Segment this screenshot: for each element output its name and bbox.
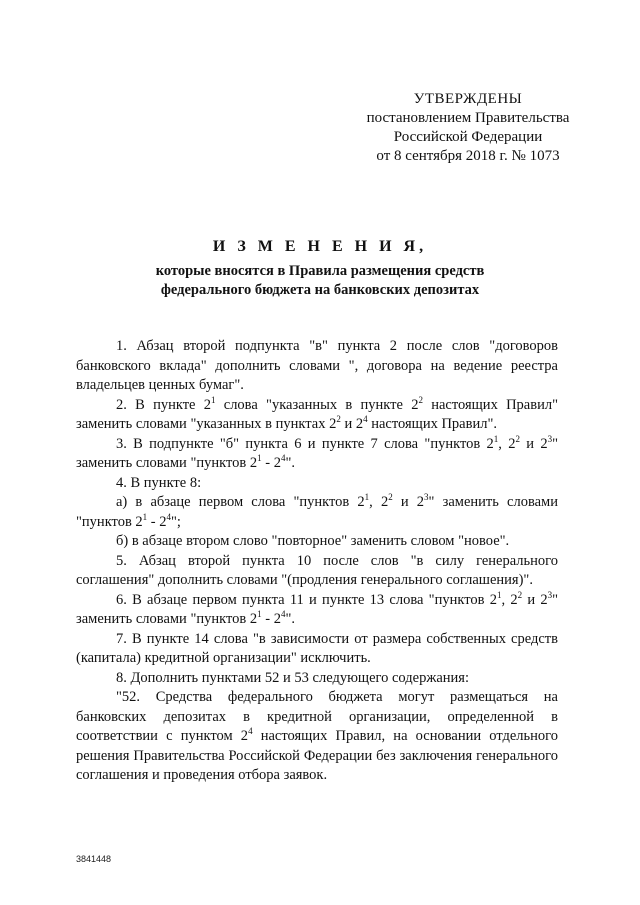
superscript: 2 — [388, 492, 393, 503]
paragraph-6-text: - 2 — [261, 611, 281, 627]
document-title: И З М Е Н Е Н И Я, — [212, 238, 428, 255]
paragraph-3-text: - 2 — [261, 455, 281, 471]
paragraph-3-text: , 2 — [498, 435, 516, 452]
paragraph-3-text: 3. В подпункте "б" пункта 6 и пункте 7 слова "пунктов 2 — [116, 435, 494, 452]
paragraph-2 — [76, 396, 558, 435]
superscript: 4 — [166, 511, 172, 522]
paragraph-4a-text: " заменить словами "пунктов 2 — [76, 494, 558, 530]
superscript: 1 — [493, 433, 499, 444]
paragraph-1: 1. Абзац второй подпункта "в" пункта 2 после слов "договоров банковского вклада" дополнить словами ", договора на ведение реестра владельцев ценных бумаг". — [76, 338, 558, 393]
approval-heading: УТВЕРЖДЕНЫ — [413, 91, 523, 107]
paragraph-4: 4. В пункте 8: — [116, 474, 202, 491]
paragraph-4a-text: - 2 — [147, 513, 167, 530]
paragraph-2-text: 2. В пункте 2 — [116, 396, 211, 413]
superscript: 1 — [211, 394, 216, 405]
paragraph-4a — [76, 493, 558, 532]
paragraph-4b: б) в абзаце втором слово "повторное" заменить словом "новое". — [116, 533, 510, 549]
paragraph-8: 8. Дополнить пунктами 52 и 53 следующего содержания: — [116, 669, 469, 686]
paragraph-4a-text: "; — [171, 513, 181, 530]
paragraph-6 — [76, 591, 558, 630]
superscript: 4 — [280, 453, 286, 464]
paragraph-6-text: " заменить словами "пунктов 2 — [76, 591, 558, 627]
subtitle-line-1: которые вносятся в Правила размещения средств — [155, 263, 485, 279]
paragraph-3 — [76, 435, 558, 474]
superscript: 1 — [364, 492, 370, 503]
superscript: 2 — [515, 433, 520, 444]
superscript: 4 — [280, 609, 286, 620]
superscript: 3 — [547, 589, 553, 600]
paragraph-3-text: и 2 — [519, 435, 548, 452]
paragraph-6-text: 6. В абзаце первом пункта 11 и пункте 13 слова "пунктов 2 — [116, 591, 497, 608]
superscript: 1 — [257, 453, 262, 464]
document-code: 3841448 — [76, 854, 112, 864]
document-subtitle — [0, 262, 640, 300]
superscript: 1 — [496, 589, 502, 600]
paragraph-4a-text: , 2 — [369, 494, 389, 510]
superscript: 2 — [517, 589, 523, 600]
paragraph-2-text: слова "указанных в пункте 2 — [215, 396, 419, 413]
subtitle-line-2: федерального бюджета на банковских депозитах — [160, 282, 480, 298]
approval-line-3: от 8 сентября 2018 г. № 1073 — [376, 148, 560, 164]
paragraph-2-text: и 2 — [340, 416, 364, 432]
superscript: 3 — [547, 433, 553, 444]
paragraph-3-text: ". — [285, 455, 295, 471]
paragraph-5: 5. Абзац второй пункта 10 после слов "в силу генерального соглашения" дополнить словами "(продления генерального соглашения)". — [76, 552, 558, 588]
paragraph-4a-text: а) в абзаце первом слова "пунктов 2 — [116, 494, 365, 510]
paragraph-6-text: ". — [285, 611, 295, 627]
paragraph-9 — [76, 688, 558, 786]
paragraph-3-text: " заменить словами "пунктов 2 — [76, 435, 558, 471]
paragraph-9-text: настоящих Правил, на основании отдельного решения Правительства Российской Федерации без заключения генерального соглашения и проведения отбора заявок. — [76, 728, 558, 783]
superscript: 1 — [142, 511, 148, 522]
document-body — [76, 337, 558, 786]
approval-line-2: Российской Федерации — [393, 129, 543, 145]
paragraph-7: 7. В пункте 14 слова "в зависимости от размера собственных средств (капитала) кредитной организации" исключить. — [76, 630, 558, 666]
paragraph-2-text: настоящих Правил". — [367, 416, 497, 432]
superscript: 4 — [248, 726, 253, 737]
approval-block — [318, 90, 618, 166]
paragraph-9-text: "52. Средства федерального бюджета могут размещаться на банковских депозитах в кредитной организации, определенной в соответствии с пунктом 2 — [76, 689, 558, 744]
paragraph-6-text: , 2 — [501, 591, 518, 608]
paragraph-2-text: настоящих Правил" заменить словами "указанных в пунктах 2 — [76, 396, 558, 432]
approval-line-1: постановлением Правительства — [366, 110, 570, 126]
superscript: 3 — [424, 492, 429, 503]
superscript: 2 — [418, 394, 423, 405]
paragraph-4a-text: и 2 — [392, 494, 425, 510]
superscript: 4 — [363, 414, 368, 425]
superscript: 2 — [336, 414, 341, 425]
superscript: 1 — [257, 609, 262, 620]
paragraph-6-text: и 2 — [522, 591, 548, 608]
